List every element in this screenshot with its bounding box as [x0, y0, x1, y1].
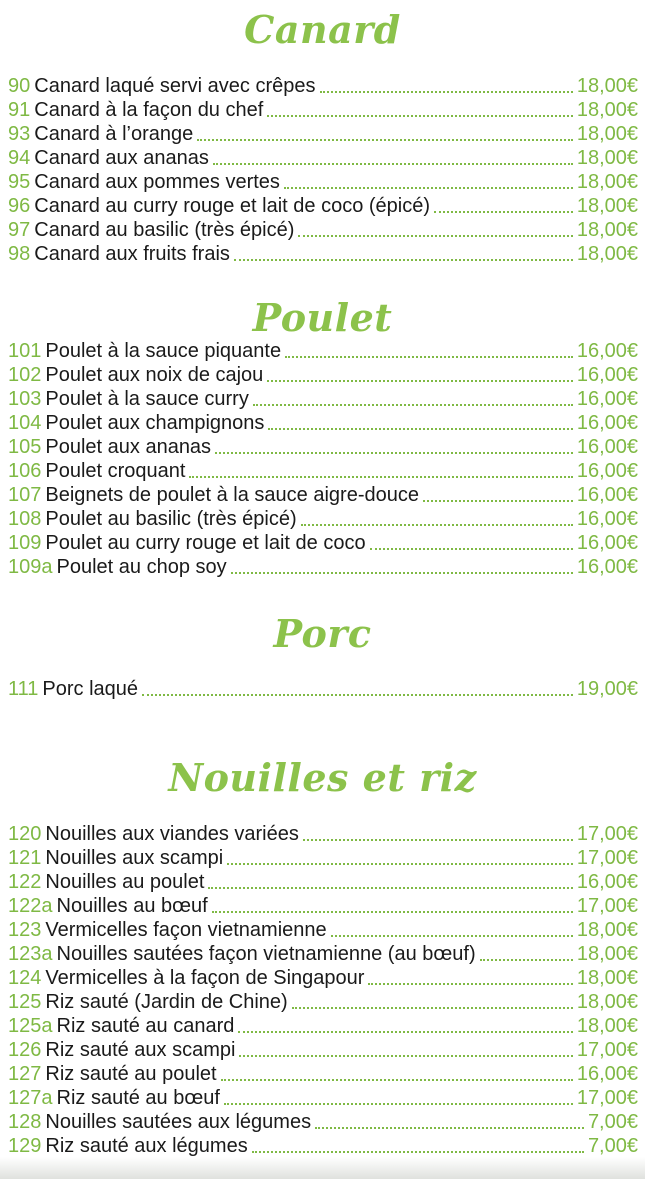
- item-number: 102: [8, 364, 42, 386]
- menu-item: [8, 822, 638, 846]
- item-name: Poulet aux ananas: [45, 436, 212, 458]
- menu-item: [8, 1038, 638, 1062]
- item-number: 104: [8, 412, 42, 434]
- item-name: Nouilles aux viandes variées: [45, 823, 299, 845]
- item-number: 98: [8, 243, 31, 265]
- menu-item: [8, 459, 638, 483]
- item-price: 18,00€: [576, 75, 638, 97]
- item-name: Riz sauté aux scampi: [45, 1039, 236, 1061]
- item-name: Canard aux fruits frais: [34, 243, 230, 265]
- item-price: 16,00€: [576, 388, 638, 410]
- item-number: 126: [8, 1039, 42, 1061]
- dot-leader: [234, 242, 573, 261]
- item-price: 17,00€: [576, 1039, 638, 1061]
- item-number: 95: [8, 171, 31, 193]
- dot-leader: [238, 1014, 572, 1033]
- items-porc: [8, 677, 638, 701]
- item-price: 18,00€: [576, 123, 638, 145]
- item-name: Canard aux pommes vertes: [34, 171, 280, 193]
- dot-leader: [252, 1134, 584, 1153]
- item-number: 123a: [8, 943, 53, 965]
- item-price: 7,00€: [587, 1111, 638, 1133]
- menu-item: [8, 1014, 638, 1038]
- item-name: Nouilles sautées aux légumes: [45, 1111, 312, 1133]
- dot-leader: [213, 146, 573, 165]
- item-price: 18,00€: [576, 99, 638, 121]
- dot-leader: [370, 531, 573, 550]
- item-number: 120: [8, 823, 42, 845]
- menu-item: [8, 918, 638, 942]
- item-name: Poulet à la sauce piquante: [45, 340, 282, 362]
- item-name: Beignets de poulet à la sauce aigre-douce: [45, 484, 419, 506]
- item-name: Poulet aux noix de cajou: [45, 364, 264, 386]
- item-price: 18,00€: [576, 991, 638, 1013]
- item-price: 18,00€: [576, 919, 638, 941]
- menu-item: [8, 363, 638, 387]
- item-name: Porc laqué: [42, 678, 139, 700]
- item-price: 16,00€: [576, 484, 638, 506]
- item-name: Poulet au chop soy: [56, 556, 227, 578]
- item-price: 17,00€: [576, 847, 638, 869]
- menu-item: [8, 894, 638, 918]
- menu-item: [8, 122, 638, 146]
- item-name: Vermicelles à la façon de Singapour: [45, 967, 365, 989]
- menu-item: [8, 339, 638, 363]
- dot-leader: [231, 555, 573, 574]
- menu-item: [8, 1086, 638, 1110]
- item-price: 18,00€: [576, 219, 638, 241]
- item-number: 108: [8, 508, 42, 530]
- item-name: Riz sauté au canard: [56, 1015, 235, 1037]
- dot-leader: [320, 74, 573, 93]
- item-price: 7,00€: [587, 1135, 638, 1157]
- item-number: 111: [8, 678, 39, 700]
- item-name: Poulet croquant: [45, 460, 186, 482]
- dot-leader: [215, 435, 573, 454]
- item-number: 121: [8, 847, 42, 869]
- item-number: 107: [8, 484, 42, 506]
- dot-leader: [284, 170, 573, 189]
- item-price: 18,00€: [576, 943, 638, 965]
- item-number: 128: [8, 1111, 42, 1133]
- items-canard: [8, 74, 638, 266]
- item-price: 19,00€: [576, 678, 638, 700]
- menu-item: [8, 1062, 638, 1086]
- item-number: 97: [8, 219, 31, 241]
- item-number: 122a: [8, 895, 53, 917]
- menu-item: [8, 942, 638, 966]
- dot-leader: [434, 194, 573, 213]
- item-name: Poulet au basilic (très épicé): [45, 508, 297, 530]
- item-name: Nouilles sautées façon vietnamienne (au bœuf): [56, 943, 476, 965]
- item-price: 16,00€: [576, 508, 638, 530]
- item-name: Canard laqué servi avec crêpes: [34, 75, 316, 97]
- item-name: Riz sauté au poulet: [45, 1063, 217, 1085]
- item-number: 103: [8, 388, 42, 410]
- dot-leader: [212, 894, 573, 913]
- item-price: 18,00€: [576, 1015, 638, 1037]
- menu-item: [8, 242, 638, 266]
- dot-leader: [368, 966, 572, 985]
- item-price: 16,00€: [576, 871, 638, 893]
- item-number: 101: [8, 340, 42, 362]
- item-number: 93: [8, 123, 31, 145]
- item-number: 96: [8, 195, 31, 217]
- item-name: Riz sauté au bœuf: [56, 1087, 220, 1109]
- menu-item: [8, 411, 638, 435]
- dot-leader: [268, 411, 572, 430]
- dot-leader: [331, 918, 573, 937]
- menu-item: [8, 677, 638, 701]
- menu-item: [8, 870, 638, 894]
- item-price: 16,00€: [576, 340, 638, 362]
- item-name: Nouilles au poulet: [45, 871, 205, 893]
- item-price: 16,00€: [576, 412, 638, 434]
- menu-item: [8, 555, 638, 579]
- item-name: Riz sauté (Jardin de Chine): [45, 991, 288, 1013]
- item-number: 90: [8, 75, 31, 97]
- item-number: 124: [8, 967, 42, 989]
- menu-item: [8, 531, 638, 555]
- item-price: 16,00€: [576, 1063, 638, 1085]
- menu-item: [8, 170, 638, 194]
- menu-item: [8, 435, 638, 459]
- item-price: 16,00€: [576, 556, 638, 578]
- section-title-porc: Porc: [273, 611, 372, 656]
- item-name: Vermicelles façon vietnamienne: [45, 919, 327, 941]
- bottom-decoration: [0, 1157, 645, 1179]
- menu-item: [8, 966, 638, 990]
- dot-leader: [298, 218, 572, 237]
- menu-item: [8, 507, 638, 531]
- menu-item: [8, 1110, 638, 1134]
- dot-leader: [197, 122, 573, 141]
- item-price: 18,00€: [576, 195, 638, 217]
- menu-item: [8, 1134, 638, 1158]
- item-number: 129: [8, 1135, 42, 1157]
- dot-leader: [315, 1110, 584, 1129]
- dot-leader: [285, 339, 573, 358]
- item-number: 109a: [8, 556, 53, 578]
- menu-item: [8, 218, 638, 242]
- menu-item: [8, 74, 638, 98]
- dot-leader: [267, 363, 573, 382]
- dot-leader: [253, 387, 573, 406]
- item-name: Poulet à la sauce curry: [45, 388, 249, 410]
- item-price: 16,00€: [576, 532, 638, 554]
- item-name: Riz sauté aux légumes: [45, 1135, 248, 1157]
- section-title-poulet: Poulet: [252, 295, 393, 340]
- item-number: 127: [8, 1063, 42, 1085]
- menu-item: [8, 146, 638, 170]
- item-name: Canard aux ananas: [34, 147, 209, 169]
- item-number: 123: [8, 919, 42, 941]
- dot-leader: [480, 942, 573, 961]
- dot-leader: [227, 846, 573, 865]
- dot-leader: [423, 483, 573, 502]
- item-number: 94: [8, 147, 31, 169]
- menu-item: [8, 846, 638, 870]
- dot-leader: [267, 98, 573, 117]
- item-number: 105: [8, 436, 42, 458]
- dot-leader: [189, 459, 572, 478]
- menu-item: [8, 387, 638, 411]
- item-number: 125: [8, 991, 42, 1013]
- section-title-canard: Canard: [244, 7, 401, 52]
- item-price: 16,00€: [576, 460, 638, 482]
- item-name: Canard au curry rouge et lait de coco (épicé): [34, 195, 431, 217]
- item-price: 18,00€: [576, 243, 638, 265]
- dot-leader: [221, 1062, 573, 1081]
- item-price: 16,00€: [576, 364, 638, 386]
- item-name: Poulet au curry rouge et lait de coco: [45, 532, 366, 554]
- item-price: 18,00€: [576, 171, 638, 193]
- dot-leader: [301, 507, 573, 526]
- item-number: 91: [8, 99, 31, 121]
- dot-leader: [292, 990, 573, 1009]
- item-name: Nouilles aux scampi: [45, 847, 224, 869]
- section-title-nouilles: Nouilles et riz: [168, 755, 477, 800]
- item-number: 109: [8, 532, 42, 554]
- item-name: Canard à la façon du chef: [34, 99, 264, 121]
- item-price: 17,00€: [576, 1087, 638, 1109]
- menu-item: [8, 98, 638, 122]
- dot-leader: [208, 870, 572, 889]
- dot-leader: [142, 677, 573, 696]
- dot-leader: [239, 1038, 572, 1057]
- menu-item: [8, 990, 638, 1014]
- item-price: 18,00€: [576, 147, 638, 169]
- item-number: 106: [8, 460, 42, 482]
- item-number: 127a: [8, 1087, 53, 1109]
- dot-leader: [303, 822, 573, 841]
- item-price: 17,00€: [576, 823, 638, 845]
- item-name: Poulet aux champignons: [45, 412, 265, 434]
- items-nouilles: [8, 822, 638, 1158]
- menu-item: [8, 194, 638, 218]
- item-name: Canard à l’orange: [34, 123, 194, 145]
- item-number: 122: [8, 871, 42, 893]
- dot-leader: [224, 1086, 573, 1105]
- item-name: Nouilles au bœuf: [56, 895, 208, 917]
- menu-item: [8, 483, 638, 507]
- item-number: 125a: [8, 1015, 53, 1037]
- item-name: Canard au basilic (très épicé): [34, 219, 295, 241]
- item-price: 18,00€: [576, 967, 638, 989]
- item-price: 17,00€: [576, 895, 638, 917]
- item-price: 16,00€: [576, 436, 638, 458]
- items-poulet: [8, 339, 638, 579]
